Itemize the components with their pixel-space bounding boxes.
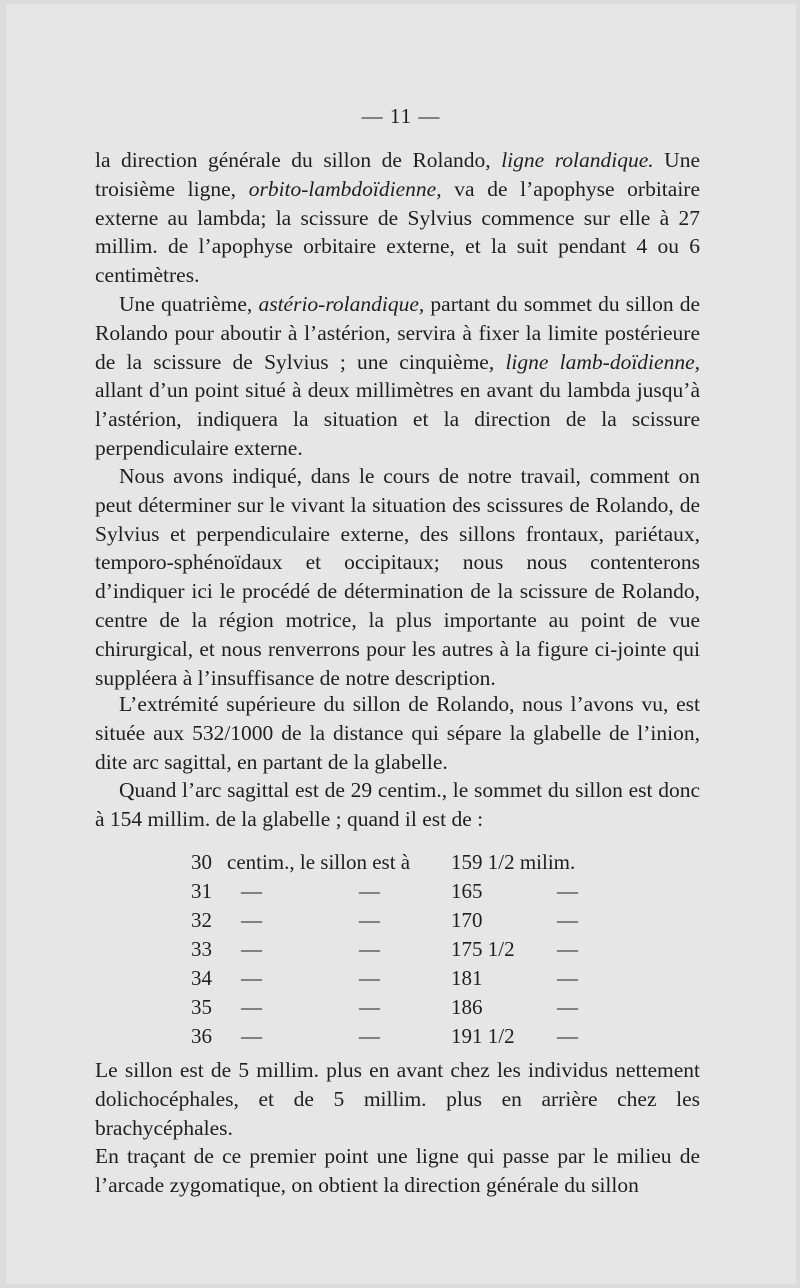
ditto-mark: — — [557, 966, 578, 990]
ditto-mark: — — [557, 908, 578, 932]
sillon-value: 159 1/2 milim. — [451, 850, 576, 874]
p2-text-1: Une quatrième, — [119, 292, 259, 316]
p1-text-3: va de l’apophyse orbitaire externe au lambda; la scissure de Sylvius commence sur elle à 27 millim. de l’apophyse orbitaire externe, et la suit pendant 4 ou 6 centimètres. — [95, 176, 700, 288]
arc-value: 33 — [191, 937, 212, 961]
p2-italic-2: ligne lamb-doïdienne, — [505, 349, 700, 374]
arc-value: 30 — [191, 850, 212, 874]
table-row — [191, 993, 691, 1022]
page-number: — 11 — — [361, 104, 441, 128]
paragraph-1 — [95, 146, 700, 290]
p1-italic-1: ligne rolandique. — [501, 148, 654, 172]
sillon-value: 191 1/2 — [451, 1024, 515, 1048]
table-row — [191, 964, 691, 993]
ditto-mark: — — [241, 966, 262, 990]
arc-value: 36 — [191, 1024, 212, 1048]
paragraph-2 — [95, 290, 700, 463]
ditto-mark: — — [557, 995, 578, 1019]
table-row — [191, 906, 691, 935]
ditto-mark: — — [359, 995, 380, 1019]
ditto-mark: — — [241, 879, 262, 903]
arc-value: 31 — [191, 879, 212, 903]
sillon-value: 186 — [451, 995, 483, 1019]
ditto-mark: — — [557, 1024, 578, 1048]
ditto-mark: — — [359, 908, 380, 932]
paragraph-3: Nous avons indiqué, dans le cours de notre travail, comment on peut déterminer sur le vivant la situation des scissures de Rolando, de Sylvius et perpendiculaire externe, des sillons frontaux, pariétaux, temporo-sphénoïdaux et occipitaux; nous nous contenterons d’indiquer ici le procédé de détermination de la scissure de Rolando, centre de la région motrice, la plus importante au point de vue chirurgical, et nous renverrons pour les autres à la figure ci-jointe qui suppléera à l’insuffisance de notre description. — [95, 464, 700, 690]
measurement-table — [191, 848, 691, 1051]
p2-text-2: partant du sommet du sillon de Rolando pour aboutir à l’astérion, servira à fixer la limite postérieure de la scissure de Sylvius ; une cinquième, — [95, 292, 700, 374]
table-row — [191, 848, 691, 877]
ditto-mark: — — [241, 1024, 262, 1048]
paragraph-4: L’extrémité supérieure du sillon de Rolando, nous l’avons vu, est située aux 532/1000 de la distance qui sépare la glabelle de l’inion, dite arc sagittal, en partant de la glabelle. — [95, 692, 700, 774]
p1-text-1: la direction générale du sillon de Rolando, — [95, 148, 502, 172]
ditto-mark: — — [359, 1024, 380, 1048]
p2-italic-1: astério-rolandique, — [258, 292, 425, 316]
ditto-mark: — — [557, 937, 578, 961]
ditto-mark: — — [359, 937, 380, 961]
arc-value: 35 — [191, 995, 212, 1019]
table-row — [191, 877, 691, 906]
sillon-value: 170 — [451, 908, 483, 932]
ditto-mark: — — [241, 937, 262, 961]
table-row — [191, 1022, 691, 1051]
p2-text-3: allant d’un point situé à deux millimètres en avant du lambda jusqu’à l’astérion, indiquera la situation et la direction de la scissure perpendiculaire externe. — [95, 378, 700, 460]
sillon-value: 175 1/2 — [451, 937, 515, 961]
row-text: centim., le sillon est à — [227, 850, 411, 874]
sillon-value: 181 — [451, 966, 483, 990]
paragraph-7: En traçant de ce premier point une ligne qui passe par le milieu de l’arcade zygomatique, on obtient la direction générale du sillon — [95, 1144, 700, 1197]
paragraph-6: Le sillon est de 5 millim. plus en avant chez les individus nettement dolichocéphales, et de 5 millim. plus en arrière chez les brachycéphales. — [95, 1058, 700, 1140]
p1-italic-2: orbito-lambdoïdienne, — [248, 176, 442, 201]
paragraph-5: Quand l’arc sagittal est de 29 centim., le sommet du sillon est donc à 154 millim. de la glabelle ; quand il est de : — [95, 778, 700, 831]
ditto-mark: — — [359, 966, 380, 990]
arc-value: 32 — [191, 908, 212, 932]
ditto-mark: — — [359, 879, 380, 903]
p1-text-2: Une troisième ligne, — [95, 148, 700, 201]
ditto-mark: — — [557, 879, 578, 903]
arc-value: 34 — [191, 966, 212, 990]
table-row — [191, 935, 691, 964]
ditto-mark: — — [241, 995, 262, 1019]
sillon-value: 165 — [451, 879, 483, 903]
book-page — [6, 4, 796, 1284]
ditto-mark: — — [241, 908, 262, 932]
